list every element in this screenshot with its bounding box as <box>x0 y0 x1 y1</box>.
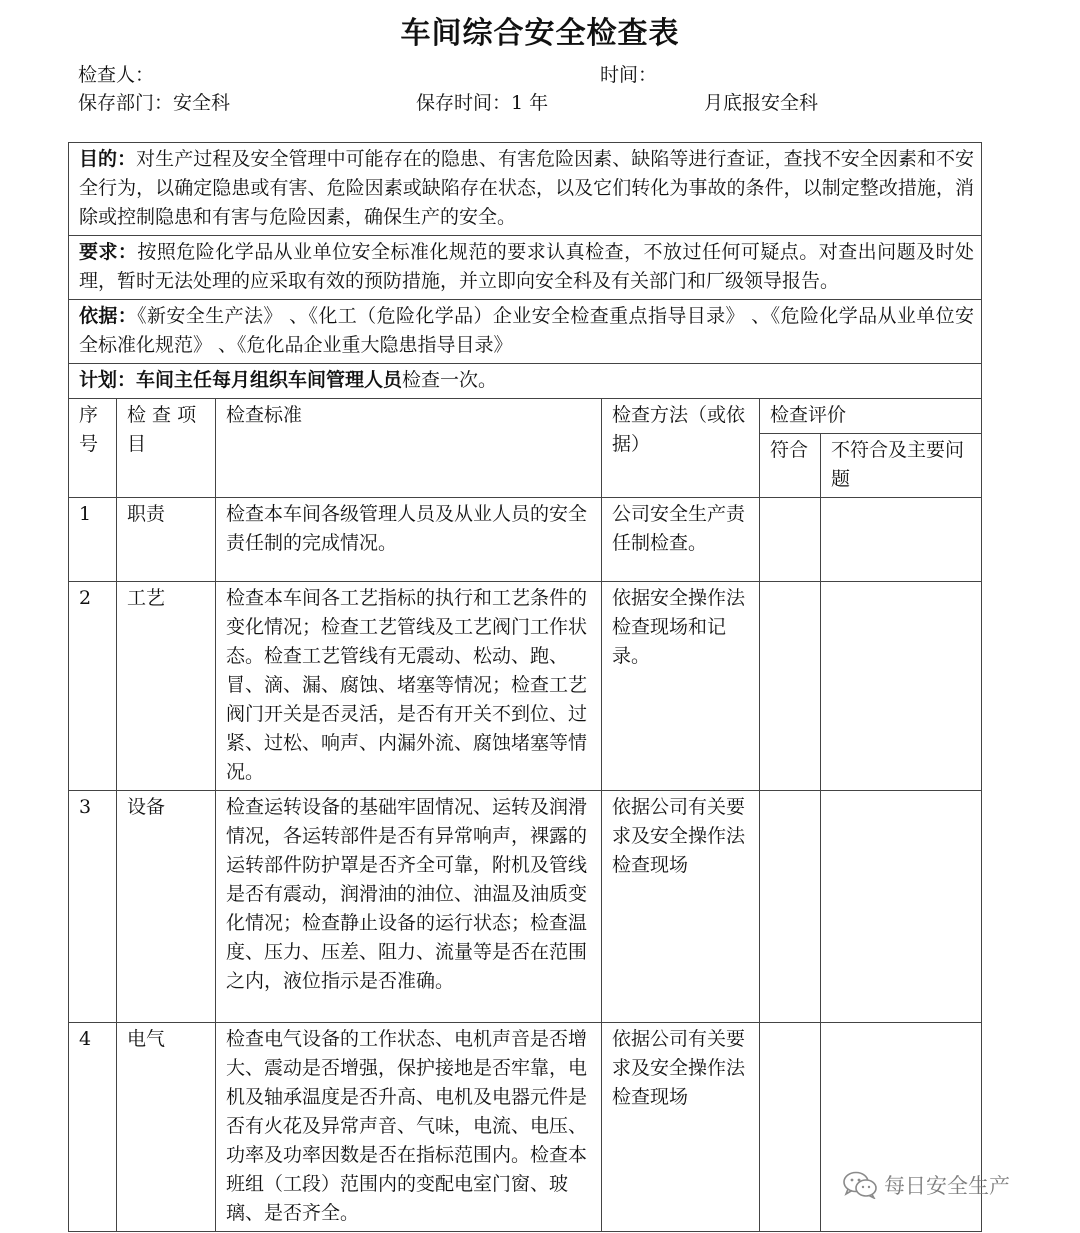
row-standard: 检查本车间各级管理人员及从业人员的安全责任制的完成情况。 <box>216 498 602 582</box>
header-seq: 序号 <box>69 399 117 498</box>
row-conform-cell[interactable] <box>760 791 821 1023</box>
row-item: 设备 <box>117 791 216 1023</box>
dept-label: 保存部门：安全科 <box>78 92 231 114</box>
row-standard: 检查运转设备的基础牢固情况、运转及润滑情况，各运转部件是否有异常响声，裸露的运转部件防护罩是否齐全可靠，附机及管线是否有震动，润滑油的油位、油温及油质变化情况；检查静止设备的运行状态；检查温度、压力、压差、阻力、流量等是否在范围之内，液位指示是否准确。 <box>216 791 602 1023</box>
requirement-cell <box>69 236 982 300</box>
row-method: 依据公司有关要求及安全操作法检查现场 <box>602 791 760 1023</box>
header-method: 检查方法（或依据） <box>602 399 760 498</box>
header-conform: 符合 <box>760 434 821 498</box>
requirement-row <box>69 236 982 300</box>
row-issues-cell[interactable] <box>821 791 982 1023</box>
row-method: 依据安全操作法检查现场和记录。 <box>602 582 760 791</box>
row-conform-cell[interactable] <box>760 582 821 791</box>
row-conform-cell[interactable] <box>760 498 821 582</box>
row-method: 公司安全生产责任制检查。 <box>602 498 760 582</box>
plan-label: 计划： <box>79 369 137 391</box>
requirement-text: 按照危险化学品从业单位安全标准化规范的要求认真检查，不放过任何可疑点。对查出问题及时处理，暂时无法处理的应采取有效的预防措施，并立即向安全科及有关部门和厂级领导报告。 <box>79 241 975 292</box>
wechat-icon <box>842 1171 878 1199</box>
row-method: 依据公司有关要求及安全操作法检查现场 <box>602 1023 760 1232</box>
retention-label: 保存时间：1 年 <box>416 92 549 114</box>
purpose-cell <box>69 143 982 236</box>
basis-text: 《新安全生产法》 、《化工（危险化学品）企业安全检查重点指导目录》 、《危险化学品从业单位安全标准化规范》 、《危化品企业重大隐患指导目录》 <box>79 305 975 356</box>
row-standard: 检查本车间各工艺指标的执行和工艺条件的变化情况；检查工艺管线及工艺阀门工作状态。检查工艺管线有无震动、松动、跑、冒、滴、漏、腐蚀、堵塞等情况；检查工艺阀门开关是否灵活，是否有开关不到位、过紧、过松、响声、内漏外流、腐蚀堵塞等情况。 <box>216 582 602 791</box>
row-seq: 3 <box>69 791 117 1023</box>
plan-row <box>69 364 982 399</box>
row-issues-cell[interactable] <box>821 582 982 791</box>
requirement-label: 要求： <box>79 241 138 263</box>
table-row <box>69 582 982 791</box>
purpose-text: 对生产过程及安全管理中可能存在的隐患、有害危险因素、缺陷等进行查证，查找不安全因素和不安全行为，以确定隐患或有害、危险因素或缺陷存在状态，以及它们转化为事故的条件，以制定整改措施，消除或控制隐患和有害与危险因素，确保生产的安全。 <box>79 148 975 228</box>
inspection-table <box>68 142 982 1232</box>
basis-label: 依据： <box>79 305 138 327</box>
row-item: 工艺 <box>117 582 216 791</box>
row-conform-cell[interactable] <box>760 1023 821 1232</box>
row-issues-cell[interactable] <box>821 1023 982 1232</box>
header-evaluation: 检查评价 <box>760 399 982 434</box>
row-item: 电气 <box>117 1023 216 1232</box>
header-row-1 <box>69 399 982 434</box>
row-item: 职责 <box>117 498 216 582</box>
purpose-label: 目的： <box>79 148 137 170</box>
plan-cell <box>69 364 982 399</box>
plan-bold-text: 车间主任每月组织车间管理人员 <box>136 369 403 391</box>
table-row <box>69 1023 982 1232</box>
watermark-text: 每日安全生产 <box>884 1174 1010 1198</box>
header-standard: 检查标准 <box>216 399 602 498</box>
watermark <box>842 1170 1010 1200</box>
header-item: 检 查 项目 <box>117 399 216 498</box>
row-standard: 检查电气设备的工作状态、电机声音是否增大、震动是否增强，保护接地是否牢靠，电机及轴承温度是否升高、电机及电器元件是否有火花及异常声音、气味，电流、电压、功率及功率因数是否在指标范围内。检查本班组（工段）范围内的变配电室门窗、玻璃、是否齐全。 <box>216 1023 602 1232</box>
row-seq: 4 <box>69 1023 117 1232</box>
table-row <box>69 791 982 1023</box>
row-issues-cell[interactable] <box>821 498 982 582</box>
basis-row <box>69 300 982 364</box>
row-seq: 1 <box>69 498 117 582</box>
time-label: 时间： <box>600 64 658 86</box>
inspector-label: 检查人： <box>78 64 155 86</box>
purpose-row <box>69 143 982 236</box>
document-title: 车间综合安全检查表 <box>400 16 680 51</box>
basis-cell <box>69 300 982 364</box>
table-row <box>69 498 982 582</box>
header-nonconform: 不符合及主要问题 <box>821 434 982 498</box>
plan-rest-text: 检查一次。 <box>402 369 498 391</box>
report-label: 月底报安全科 <box>704 92 819 114</box>
row-seq: 2 <box>69 582 117 791</box>
